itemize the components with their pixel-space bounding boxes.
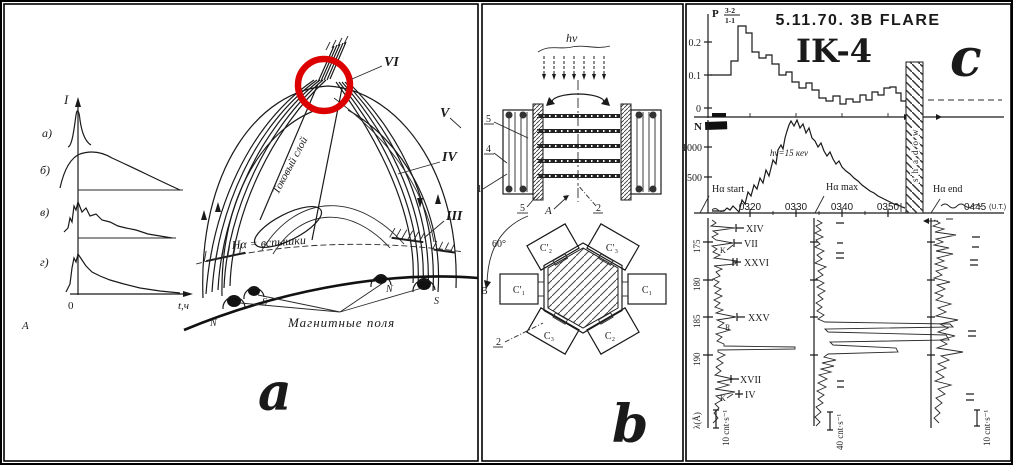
panel-a-letter: a	[258, 362, 292, 423]
part-5b-label: 5	[520, 203, 525, 214]
line-xxvi: XXVI	[744, 258, 769, 269]
corner-label: A	[22, 320, 29, 332]
ha-end-label: Hα end	[933, 184, 963, 195]
curve-label-a: а)	[42, 126, 52, 140]
magnetic-fields-label: Магнитные поля	[288, 315, 396, 330]
time-0445: 0445	[964, 202, 987, 213]
curve-label-v: в)	[40, 205, 50, 219]
p-tick-0: 0	[696, 104, 701, 115]
n-label: N	[694, 121, 702, 133]
n-tick-500: 500	[687, 173, 702, 184]
time-0340: 0340	[830, 202, 854, 213]
h-alpha-flares-label: Hα = вспышки	[231, 232, 307, 252]
origin-label: 0	[68, 300, 74, 312]
p-tick-02: 0.2	[688, 38, 701, 49]
pole-s2: S	[434, 296, 439, 307]
label-v: V	[440, 106, 450, 121]
detector-c3p: C′₃	[605, 243, 619, 254]
line-iv: IV	[745, 390, 756, 401]
instrument-label: IK-4	[796, 32, 872, 70]
scale-mid-label: 40 cnt·s⁻¹	[835, 413, 845, 450]
ha-max-label: Hα max	[826, 182, 859, 193]
scale-left-label: 10 cnt·s⁻¹	[721, 409, 731, 446]
hv-label: hν	[566, 31, 578, 45]
detector-c2p: C′₂	[539, 243, 553, 254]
detector-c1p: C′₁	[512, 285, 526, 296]
label-vi: VI	[384, 55, 399, 70]
y-axis-label: I	[64, 92, 69, 107]
detector-c1: C₁	[641, 285, 653, 296]
line-r: R	[725, 323, 731, 332]
time-0330: 0330	[784, 202, 808, 213]
p-frac-bot: 1-1	[725, 16, 735, 25]
panel-b-letter: b	[612, 394, 649, 455]
label-iii: III	[446, 209, 463, 224]
time-unit: (U.T.)	[989, 204, 1007, 211]
lam-175: 175	[692, 239, 702, 253]
x-axis-label: t,ч	[178, 300, 190, 312]
part-4-label: 4	[486, 144, 491, 155]
line-vii: VII	[744, 239, 758, 250]
point-a-label: A	[545, 205, 552, 217]
curve-label-b: б)	[40, 163, 51, 177]
shadow-label: shadow	[910, 124, 920, 182]
part-2b-label: 2	[496, 337, 501, 348]
time-0350: 0350	[876, 202, 900, 213]
lambda-axis-label: λ(Å)	[692, 412, 702, 429]
part-1-label: 1	[477, 184, 482, 195]
ha-start-label: Hα start	[712, 184, 745, 195]
detector-c2: C₂	[604, 331, 616, 342]
point-b-label: B	[481, 286, 488, 297]
lam-180: 180	[692, 277, 702, 291]
panel-a-border	[4, 4, 478, 461]
flare-title: 5.11.70. 3B FLARE	[775, 12, 941, 29]
curve-label-g: г)	[40, 255, 49, 269]
part-5a-label: 5	[486, 114, 491, 125]
lam-190: 190	[692, 352, 702, 366]
line-xvii: XVII	[740, 375, 762, 386]
p-label: P	[712, 8, 719, 20]
current-sheet-label: Токовый слой	[270, 135, 311, 197]
detector-c3: C₃	[543, 331, 555, 342]
line-xxv: XXV	[748, 313, 770, 324]
panel-b-border	[482, 4, 683, 461]
line-k1: K	[720, 246, 726, 255]
shadow-gap-bar	[906, 62, 923, 213]
part-2-label: 2	[596, 203, 601, 214]
pole-n1: N	[210, 318, 217, 329]
energy-label: hν=15 кev	[770, 148, 809, 158]
n-tick-1000: 1000	[682, 143, 702, 154]
lam-185: 185	[692, 314, 702, 328]
pole-n2: N	[386, 284, 393, 295]
p-tick-01: 0.1	[688, 71, 701, 82]
panel-c-letter: c	[950, 28, 982, 89]
label-iv: IV	[442, 150, 457, 165]
p-frac-top: 3-2	[725, 6, 735, 15]
line-k2: K	[720, 394, 726, 403]
pole-s1: S	[262, 297, 267, 308]
scale-right-label: 10 cnt·s⁻¹	[982, 409, 992, 446]
time-0320: 0320	[738, 202, 762, 213]
angle-60-label: 60°	[492, 239, 506, 250]
line-xiv: XIV	[746, 224, 764, 235]
